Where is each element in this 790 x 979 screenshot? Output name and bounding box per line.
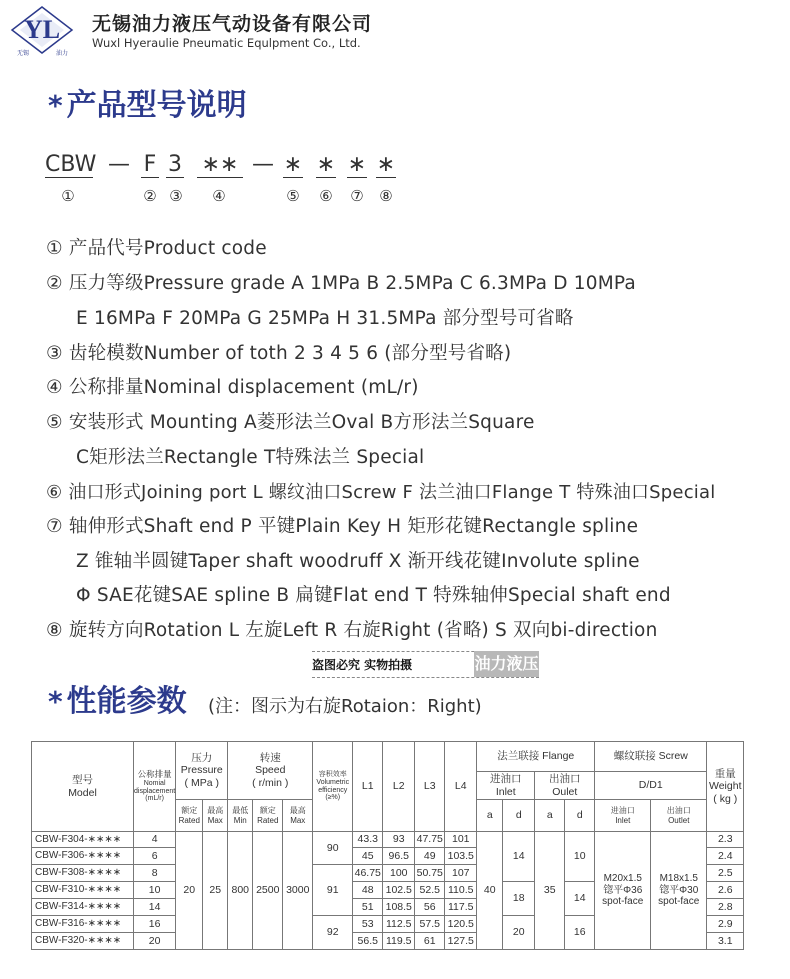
cell-l3: 61: [415, 933, 445, 950]
code-part-3: 3: [168, 152, 182, 177]
code-number: ⑦: [350, 187, 364, 205]
cell-speed-max: 3000: [283, 832, 313, 950]
th-speed-min: 最低 Min: [228, 800, 253, 832]
cell-l2: 112.5: [383, 916, 415, 933]
cell-speed-rated: 2500: [253, 832, 283, 950]
th-screw: 螺纹联接 Screw: [595, 742, 707, 772]
cell-outlet-d: 10: [565, 832, 595, 882]
th-weight: 重量 Weight ( kg ): [707, 742, 744, 832]
cell-efficiency: 92: [313, 916, 353, 950]
star-icon: *: [48, 89, 63, 122]
svg-text:油力: 油力: [56, 50, 69, 57]
cell-inlet-d: 18: [503, 882, 535, 916]
cell-weight: 2.6: [707, 882, 744, 899]
cell-l4: 107: [445, 865, 477, 882]
code-part-rotation: ∗: [376, 152, 396, 177]
cell-weight: 2.4: [707, 848, 744, 865]
table-row: [32, 832, 744, 848]
th-flange-inlet: 进油口 Inlet: [477, 772, 535, 800]
th-speed-max: 最高 Max: [283, 800, 313, 832]
cell-weight: 2.9: [707, 916, 744, 933]
th-displacement: 公称排量 Nomial displacement (mL/r): [134, 742, 176, 832]
cell-weight: 2.8: [707, 899, 744, 916]
cell-l4: 127.5: [445, 933, 477, 950]
cell-l1: 51: [353, 899, 383, 916]
code-number: ④: [212, 187, 226, 205]
code-number: ①: [61, 187, 75, 205]
desc-line-shaft-cont2: Φ SAE花键SAE spline B 扁键Flat end T 特殊轴伸Special shaft end: [76, 585, 671, 606]
company-name-cn: 无锡油力液压气动设备有限公司: [92, 13, 373, 35]
cell-displacement: 14: [134, 899, 176, 916]
desc-line-shaft-cont1: Z 锥轴半圆键Taper shaft woodruff X 渐开线花键Involute spline: [76, 551, 640, 572]
star-icon: *: [48, 685, 63, 718]
th-speed: 转速 Speed ( r/min ): [228, 742, 313, 800]
cell-l3: 47.75: [415, 832, 445, 848]
logo-text: YL: [23, 15, 61, 44]
cell-displacement: 20: [134, 933, 176, 950]
cell-l1: 48: [353, 882, 383, 899]
cell-weight: 3.1: [707, 933, 744, 950]
th-l4: L4: [445, 742, 477, 832]
th-pressure: 压力 Pressure ( MPa ): [176, 742, 228, 800]
section-title-model: * 产品型号说明: [48, 88, 247, 123]
cell-displacement: 10: [134, 882, 176, 899]
th-outlet-d: d: [565, 800, 595, 832]
cell-screw-outlet: M18x1.5 锪平Φ30 spot-face: [651, 832, 707, 950]
cell-l2: 100: [383, 865, 415, 882]
cell-l4: 101: [445, 832, 477, 848]
th-pressure-rated: 额定 Rated: [176, 800, 203, 832]
th-efficiency: 容积效率 Volumetric efficiency (≥%): [313, 742, 353, 832]
cell-pressure-rated: 20: [176, 832, 203, 950]
code-part-f: F: [141, 152, 159, 178]
cell-outlet-d: 14: [565, 882, 595, 916]
cell-model: CBW-F304-∗∗∗∗: [32, 832, 134, 848]
cell-l2: 102.5: [383, 882, 415, 899]
th-model: 型号 Model: [32, 742, 134, 832]
th-outlet-a: a: [535, 800, 565, 832]
cell-speed-min: 800: [228, 832, 253, 950]
cell-model: CBW-F306-∗∗∗∗: [32, 848, 134, 865]
code-part-port: ∗: [316, 152, 336, 177]
th-flange-outlet: 出油口 Oulet: [535, 772, 595, 800]
code-number: ⑧: [379, 187, 393, 205]
cell-l1: 43.3: [353, 832, 383, 848]
desc-line-pressure-cont: E 16MPa F 20MPa G 25MPa H 31.5MPa 部分型号可省略: [76, 308, 574, 329]
cell-outlet-a: 35: [535, 832, 565, 950]
code-dash: —: [108, 152, 130, 177]
code-number: ⑤: [286, 187, 300, 205]
code-dash: —: [252, 152, 274, 177]
cell-l4: 103.5: [445, 848, 477, 865]
code-number: ②: [143, 187, 157, 205]
th-l3: L3: [415, 742, 445, 832]
cell-efficiency: 90: [313, 832, 353, 865]
th-speed-rated: 额定 Rated: [253, 800, 283, 832]
cell-weight: 2.5: [707, 865, 744, 882]
cell-inlet-d: 14: [503, 832, 535, 882]
cell-l1: 46.75: [353, 865, 383, 882]
code-number: ⑥: [319, 187, 333, 205]
desc-line-rotation: ⑧ 旋转方向Rotation L 左旋Left R 右旋Right (省略) S 双向bi-direction: [46, 620, 658, 641]
cell-l3: 57.5: [415, 916, 445, 933]
th-l2: L2: [383, 742, 415, 832]
performance-table: [31, 741, 744, 950]
cell-weight: 2.3: [707, 832, 744, 848]
th-inlet-d: d: [503, 800, 535, 832]
cell-l1: 53: [353, 916, 383, 933]
cell-l4: 120.5: [445, 916, 477, 933]
cell-model: CBW-F308-∗∗∗∗: [32, 865, 134, 882]
code-part-mounting: ∗: [283, 152, 303, 177]
cell-l3: 56: [415, 899, 445, 916]
cell-inlet-a: 40: [477, 832, 503, 950]
cell-efficiency: 91: [313, 865, 353, 916]
cell-model: CBW-F310-∗∗∗∗: [32, 882, 134, 899]
section-title-performance: * 性能参数: [48, 684, 187, 719]
watermark-text: 盗图必究 实物拍摄: [312, 658, 413, 672]
cell-model: CBW-F314-∗∗∗∗: [32, 899, 134, 916]
cell-inlet-d: 20: [503, 916, 535, 950]
code-number: ③: [169, 187, 183, 205]
th-pressure-max: 最高 Max: [203, 800, 228, 832]
cell-l1: 56.5: [353, 933, 383, 950]
th-screw-inlet: 进油口 Inlet: [595, 800, 651, 832]
th-screw-dd1: D/D1: [595, 772, 707, 800]
cell-l2: 93: [383, 832, 415, 848]
cell-l4: 110.5: [445, 882, 477, 899]
cell-outlet-d: 16: [565, 916, 595, 950]
cell-l4: 117.5: [445, 899, 477, 916]
cell-l3: 49: [415, 848, 445, 865]
desc-line-module: ③ 齿轮模数Number of toth 2 3 4 5 6 (部分型号省略): [46, 343, 512, 364]
watermark-brand: 油力液压: [474, 651, 539, 677]
th-l1: L1: [353, 742, 383, 832]
th-screw-outlet: 出油口 Outlet: [651, 800, 707, 832]
cell-l3: 52.5: [415, 882, 445, 899]
code-part-displacement: ∗∗: [197, 152, 243, 178]
desc-line-product-code: ① 产品代号Product code: [46, 238, 267, 259]
code-part-cbw: CBW: [45, 152, 97, 177]
section-note: (注：图示为右旋Rotaion：Right): [208, 696, 482, 717]
cell-displacement: 4: [134, 832, 176, 848]
cell-model: CBW-F316-∗∗∗∗: [32, 916, 134, 933]
desc-line-shaft: ⑦ 轴伸形式Shaft end P 平键Plain Key H 矩形花键Rectangle spline: [46, 516, 639, 537]
svg-text:无锡: 无锡: [17, 50, 30, 57]
company-logo: [6, 3, 78, 57]
cell-l1: 45: [353, 848, 383, 865]
cell-l2: 108.5: [383, 899, 415, 916]
cell-l3: 50.75: [415, 865, 445, 882]
cell-displacement: 16: [134, 916, 176, 933]
th-flange: 法兰联接 Flange: [477, 742, 595, 772]
cell-displacement: 8: [134, 865, 176, 882]
desc-line-mounting-cont: C矩形法兰Rectangle T特殊法兰 Special: [76, 447, 425, 468]
watermark-divider: [312, 677, 539, 678]
cell-model: CBW-F320-∗∗∗∗: [32, 933, 134, 950]
code-part-shaft: ∗: [347, 152, 367, 177]
cell-l2: 96.5: [383, 848, 415, 865]
desc-line-displacement: ④ 公称排量Nominal displacement (mL/r): [46, 377, 419, 398]
cell-pressure-max: 25: [203, 832, 228, 950]
company-name-en: Wuxl Hyeraulie Pneumatic Equlpment Co., Ltd.: [92, 36, 361, 50]
th-inlet-a: a: [477, 800, 503, 832]
desc-line-mounting: ⑤ 安装形式 Mounting A菱形法兰Oval B方形法兰Square: [46, 412, 535, 433]
cell-displacement: 6: [134, 848, 176, 865]
cell-l2: 119.5: [383, 933, 415, 950]
desc-line-pressure: ② 压力等级Pressure grade A 1MPa B 2.5MPa C 6.3MPa D 10MPa: [46, 273, 636, 294]
desc-line-port: ⑥ 油口形式Joining port L 螺纹油口Screw F 法兰油口Flange T 特殊油口Special: [46, 482, 716, 503]
cell-screw-inlet: M20x1.5 锪平Φ36 spot-face: [595, 832, 651, 950]
